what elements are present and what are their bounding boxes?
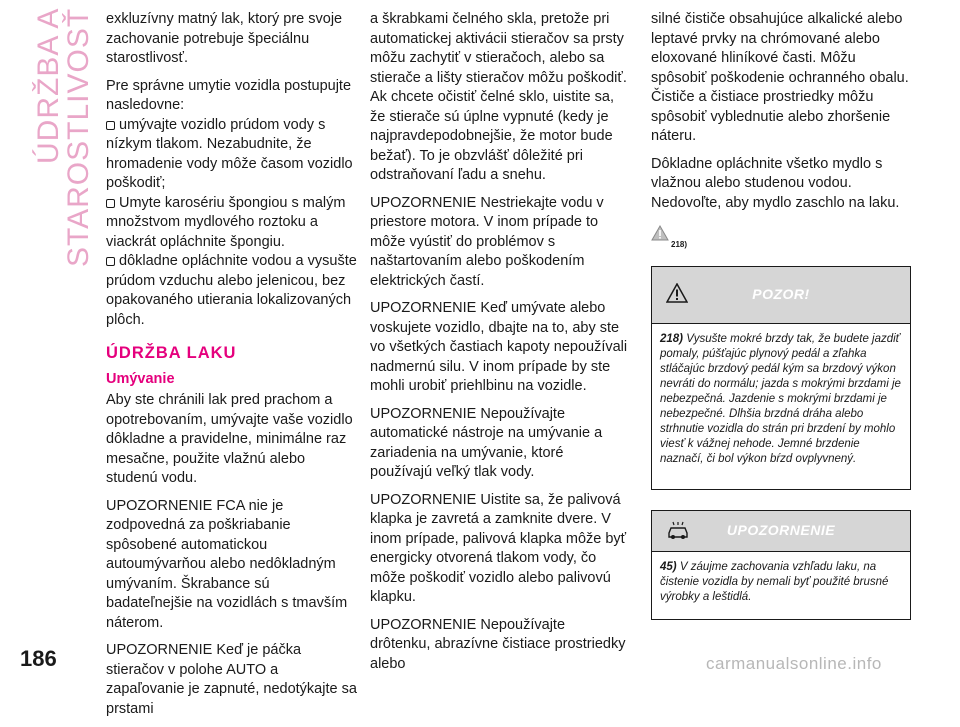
warning-number: 218) xyxy=(660,333,684,345)
list-item xyxy=(106,194,358,253)
notice-box-body xyxy=(652,552,910,613)
chapter-side-title: ÚDRŽBA A STAROSTLIVOSŤ xyxy=(32,8,95,268)
reference-number: 218) xyxy=(671,240,688,249)
paragraph: UPOZORNENIE Keď umývate alebo voskujete vozidlo, dbajte na to, aby ste vo všetkých častiach kapoty nepoužívali nadmernú silu. V inom prípade by ste mohli urobiť priehlbinu na vozidle. xyxy=(370,300,628,394)
paragraph: UPOZORNENIE Nepoužívajte drôtenku, abrazívne čistiace prostriedky alebo xyxy=(370,616,626,672)
paragraph: UPOZORNENIE Keď je páčka stieračov v polohe AUTO a zapaľovanie je zapnuté, nedotýkajte sa prstami xyxy=(106,642,357,717)
watermark: carmanualsonline.info xyxy=(706,654,882,673)
checkbox-bullet-icon xyxy=(106,121,115,130)
notice-text: V záujme zachovania vzhľadu laku, na čistenie vozidla by nemali byť použité brusné výrobky a leštidlá. xyxy=(660,561,889,603)
paragraph: Aby ste chránili lak pred prachom a opotrebovaním, umývajte vaše vozidlo dôkladne a pravidelne, minimálne raz mesačne, použite vlažnú alebo studenú vodu. xyxy=(106,392,353,486)
paragraph: a škrabkami čelného skla, pretože pri automatickej aktivácii stieračov sa prsty môžu zachytiť v stieračoch, alebo sa stierače a lišty stieračov môžu poškodiť. Ak chcete očistiť čelné sklo, uistite sa, že stierače sú úplne vypnuté (kedy je najpravdepodobnejšie, že motor bude bežať). To je obzvlášť dôležité pri odstraňovaní ľadu a snehu. xyxy=(370,11,627,183)
list-item xyxy=(106,116,358,194)
checkbox-bullet-icon xyxy=(106,257,115,266)
sub-heading: Umývanie xyxy=(106,370,175,387)
paragraph: Dôkladne opláchnite všetko mydlo s vlažnou alebo studenou vodou. Nedovoľte, aby mydlo zaschlo na laku. xyxy=(651,155,900,211)
notice-box-header xyxy=(652,511,910,552)
paragraph: silné čističe obsahujúce alkalické alebo leptavé prvky na chrómované alebo eloxované hliníkové časti. Môžu spôsobiť poškodenie ochranného obalu. Čističe a čistiace prostriedky môžu spôsobiť vyblednutie alebo zhoršenie náteru. xyxy=(651,11,909,144)
paragraph: UPOZORNENIE Uistite sa, že palivová klapka je zavretá a zamknite dvere. V inom prípade, palivová klapka môže byť energicky otvorená tlakom vody, čo môže poškodiť vozidlo alebo palivovú klapku. xyxy=(370,491,627,605)
section-heading: ÚDRŽBA LAKU xyxy=(106,344,237,362)
warning-text: Vysušte mokré brzdy tak, že budete jazdiť pomaly, púšťajúc plynový pedál a zľahka stláčajúc brzdový pedál kým sa brzdový výkon nevráti do normálu; jazda s mokrými brzdami je nebezpečná. Jazdenie s mokrými brzdami je nebezpečné. Dlhšia brzdná dráha alebo strhnutie vozidla do strán pri brzdení by mohlo viesť k vážnej nehode. Jemné brzdenie naznačí, či bol výkon bŕzd ovplyvnený. xyxy=(660,333,901,465)
warning-reference xyxy=(651,225,909,249)
paragraph: exkluzívny matný lak, ktorý pre svoje zachovanie potrebuje špeciálnu starostlivosť. xyxy=(106,11,343,66)
warning-triangle-icon xyxy=(651,225,669,241)
column-2 xyxy=(370,10,628,682)
warning-box xyxy=(651,266,911,490)
list-item-text: dôkladne opláchnite vodou a vysušte prúdom vzduchu alebo jelenicou, bez opakovaného utierania lokalizovaných plôch. xyxy=(106,253,357,328)
warning-box-header xyxy=(652,267,910,324)
column-3 xyxy=(651,10,909,249)
paragraph: UPOZORNENIE Nestriekajte vodu v priestore motora. V inom prípade to môže vyústiť do problémov s naštartovaním alebo poškodením elektrických častí. xyxy=(370,194,604,289)
checkbox-bullet-icon xyxy=(106,199,115,208)
list-item xyxy=(106,252,358,330)
notice-box-title: UPOZORNENIE xyxy=(726,522,836,538)
notice-box xyxy=(651,510,911,620)
list-item-text: Umyte karosériu špongiou s malým množstvom mydlového roztoku a viackrát opláchnite špongiu. xyxy=(106,194,346,250)
list-item-text: umývajte vozidlo prúdom vody s nízkym tlakom. Nezabudnite, že hromadenie vody môže časom vozidlo poškodiť; xyxy=(106,116,353,191)
warning-box-body xyxy=(652,324,910,475)
page-number: 186 xyxy=(20,646,57,671)
column-1 xyxy=(106,10,358,727)
paragraph: UPOZORNENIE Nepoužívajte automatické nástroje na umývanie a zariadenia na umývanie, ktoré používajú veľký tlak vody. xyxy=(370,405,603,480)
notice-number: 45) xyxy=(660,561,677,573)
paragraph: Pre správne umytie vozidla postupujte nasledovne: xyxy=(106,77,352,113)
paragraph: UPOZORNENIE FCA nie je zodpovedná za poškriabanie spôsobené automatickou autoumývarňou alebo nedôkladným umývaním. Škrabance sú badateľnejšie na vozidlách s tmavším náterom. xyxy=(106,497,348,631)
warning-box-title: POZOR! xyxy=(752,286,810,302)
